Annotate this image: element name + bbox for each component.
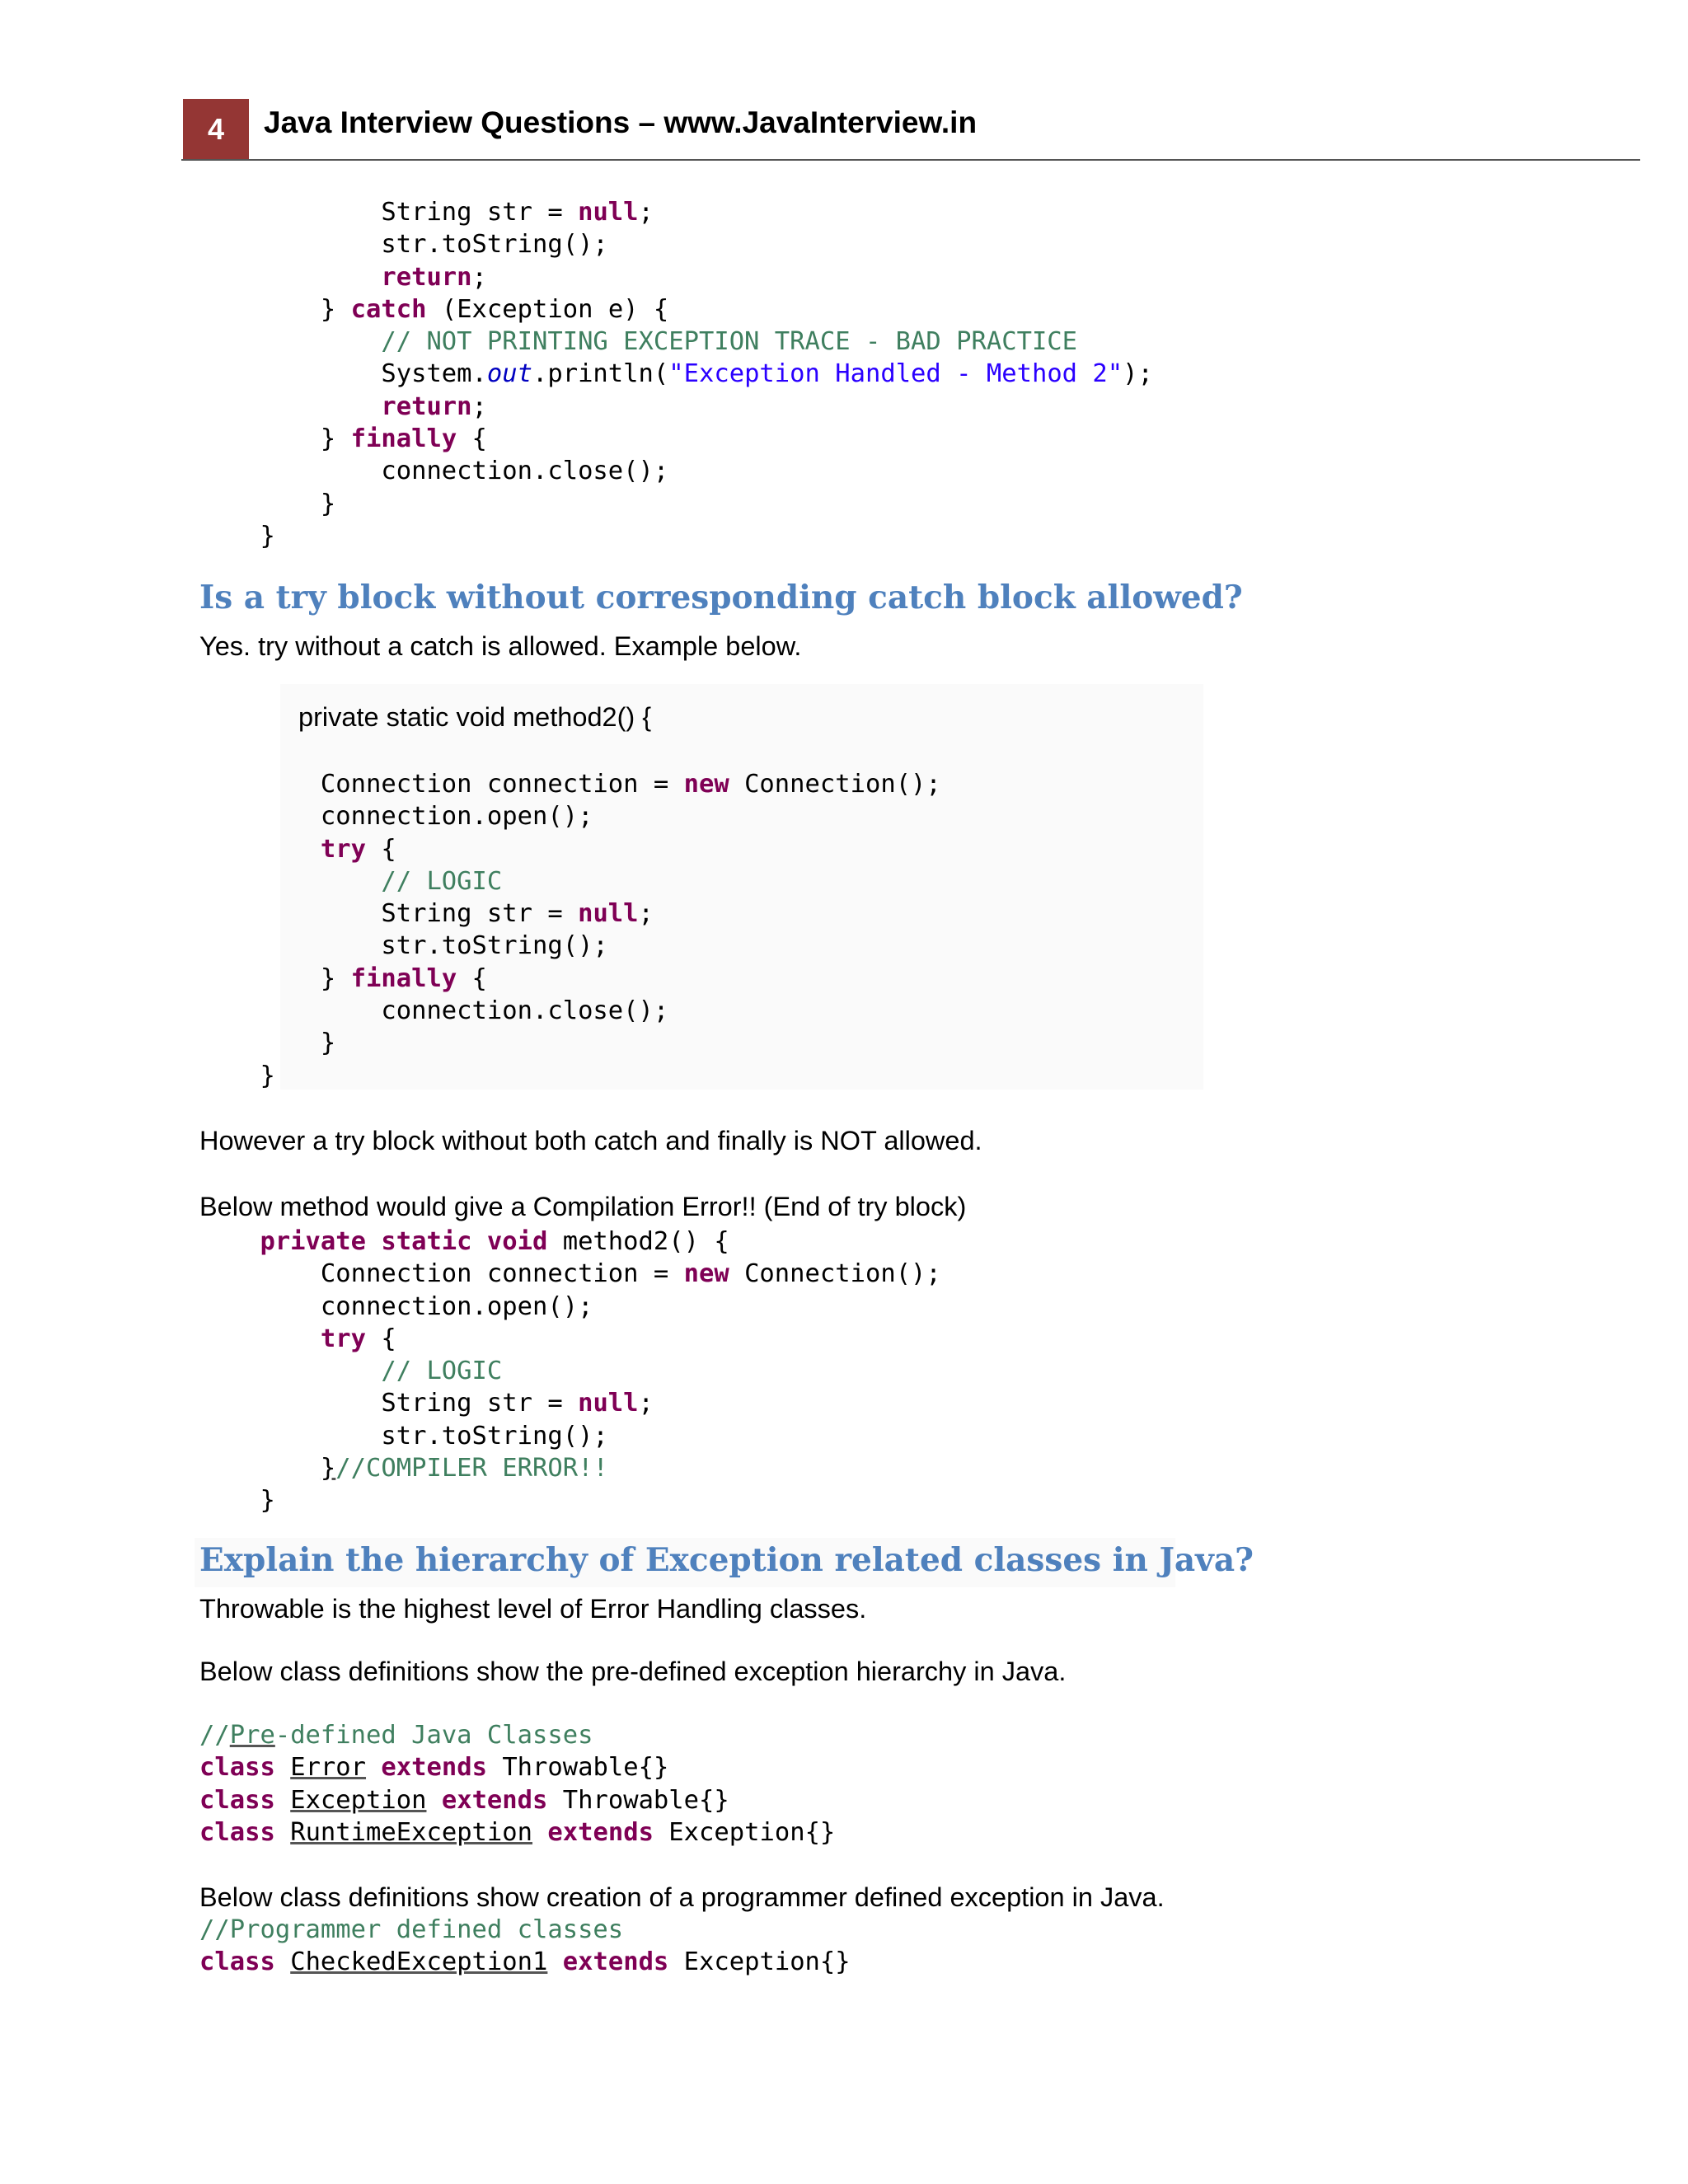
section-heading-exception-hierarchy: Explain the hierarchy of Exception related classes in Java? <box>199 1541 1254 1579</box>
code-line <box>199 488 1153 520</box>
code-token: class <box>199 1753 275 1783</box>
code-token: Throwable{} <box>486 1753 669 1783</box>
code-token: { <box>366 834 396 864</box>
code-line <box>199 293 1153 326</box>
code-token <box>199 1227 260 1256</box>
code-line <box>199 833 941 865</box>
code-token: } <box>199 489 336 518</box>
code-line <box>199 261 1153 293</box>
code-token <box>366 1753 381 1782</box>
code-token: } <box>199 424 351 454</box>
code-token <box>199 1357 381 1385</box>
code-token: //COMPILER ERROR!! <box>335 1454 608 1483</box>
code-line <box>199 1060 941 1092</box>
paragraph-programmer-defined: Below class definitions show creation of a programmer defined exception in Java. <box>199 1882 1165 1912</box>
header-title: Java Interview Questions – www.JavaInterview.in <box>264 105 978 139</box>
code-block-programmer-classes <box>199 1914 851 1979</box>
code-token <box>199 1324 321 1353</box>
code-line <box>199 228 1153 260</box>
code-line <box>199 963 941 995</box>
code-token: } <box>199 1061 275 1090</box>
code-line <box>199 865 941 898</box>
paragraph-predefined-hierarchy: Below class definitions show the pre-defined exception hierarchy in Java. <box>199 1657 1067 1686</box>
code-token: ; <box>638 198 654 227</box>
code-token: class <box>199 1785 275 1815</box>
code-block-try-finally <box>199 768 941 1092</box>
paragraph-throwable: Throwable is the highest level of Error Handling classes. <box>199 1594 867 1624</box>
code-token: ; <box>638 899 654 929</box>
code-token: } <box>199 963 351 993</box>
code-token: null <box>578 198 639 227</box>
code-token <box>275 1753 290 1782</box>
code-line <box>199 1355 941 1387</box>
code-token: extends <box>562 1947 669 1977</box>
code-token: catch <box>350 294 427 324</box>
code-line <box>199 995 941 1027</box>
code-token: (Exception e) { <box>426 294 669 324</box>
code-token: // NOT PRINTING EXCEPTION TRACE - BAD PRACTICE <box>381 327 1078 357</box>
code-line <box>199 1946 851 1978</box>
code-token: Exception{} <box>668 1947 851 1977</box>
code-line <box>199 1258 941 1290</box>
code-token: // <box>199 1721 230 1750</box>
code-line <box>199 1291 941 1323</box>
code-line <box>199 326 1153 358</box>
code-token: extends <box>381 1753 487 1783</box>
code-token: { <box>457 963 487 993</box>
code-line <box>199 898 941 930</box>
code-token: connection.open(); <box>199 802 593 832</box>
paragraph-try-without-catch-allowed: Yes. try without a catch is allowed. Example below. <box>199 631 802 661</box>
code-line <box>199 1914 851 1946</box>
code-token: -defined Java Classes <box>274 1721 593 1750</box>
code-token: // LOGIC <box>381 1357 503 1386</box>
code-token: private static void <box>260 1227 548 1256</box>
code-line <box>199 455 1153 487</box>
code-token: extends <box>547 1817 654 1847</box>
code-line <box>199 1784 835 1816</box>
code-line <box>199 1816 835 1849</box>
code-line <box>199 1323 941 1355</box>
code-token: ; <box>638 1389 654 1418</box>
code-line <box>199 1420 941 1452</box>
code-token: new <box>683 1259 729 1289</box>
code-token <box>275 1786 290 1815</box>
section-heading-try-without-catch: Is a try block without corresponding catch block allowed? <box>199 579 1243 616</box>
paragraph-compilation-error: Below method would give a Compilation Error!! (End of try block) <box>199 1192 967 1221</box>
method-signature: private static void method2() { <box>298 702 652 732</box>
code-token: Pre <box>229 1721 275 1750</box>
code-token: connection.open(); <box>199 1291 593 1321</box>
code-line <box>199 1387 941 1419</box>
code-token: finally <box>350 963 457 993</box>
code-block-top <box>199 196 1153 552</box>
code-token: String str = <box>199 198 579 227</box>
code-line <box>199 391 1153 423</box>
code-token: return <box>381 391 472 421</box>
code-token: } <box>199 294 351 324</box>
code-line <box>199 800 941 832</box>
code-line <box>199 1751 835 1783</box>
code-token: Exception{} <box>653 1817 836 1847</box>
code-token: } <box>199 521 275 551</box>
page-number: 4 <box>183 99 249 160</box>
code-token: { <box>366 1324 396 1353</box>
code-line <box>199 423 1153 455</box>
code-token: } <box>320 1454 336 1483</box>
code-token: "Exception Handled - Method 2" <box>668 359 1123 389</box>
code-line <box>199 358 1153 390</box>
code-token: // LOGIC <box>381 866 503 896</box>
code-line <box>199 768 941 800</box>
code-token: str.toString(); <box>199 230 608 260</box>
code-token: connection.close(); <box>199 457 669 486</box>
code-line <box>199 1719 835 1751</box>
code-token <box>275 1947 290 1976</box>
code-token: { <box>457 424 487 454</box>
code-line <box>199 1452 941 1484</box>
code-token: ); <box>1123 359 1153 389</box>
code-line <box>199 1226 941 1258</box>
code-token <box>199 327 381 356</box>
code-block-compiler-error <box>199 1226 941 1517</box>
code-token: Connection(); <box>729 1259 941 1289</box>
code-block-predefined-classes <box>199 1719 835 1849</box>
code-token <box>199 392 381 421</box>
code-token: str.toString(); <box>199 931 608 961</box>
code-token: RuntimeException <box>290 1817 533 1847</box>
code-token: ; <box>471 391 487 421</box>
header-divider <box>181 159 1640 161</box>
code-token <box>199 1454 321 1483</box>
code-line <box>199 520 1153 552</box>
code-token: return <box>381 262 472 292</box>
code-token: Throwable{} <box>547 1785 729 1815</box>
code-token <box>199 867 381 896</box>
code-line <box>199 196 1153 228</box>
code-token: null <box>578 899 639 929</box>
code-token: Connection(); <box>729 770 941 799</box>
code-token: method2() { <box>547 1227 729 1256</box>
code-token: connection.close(); <box>199 996 669 1026</box>
code-token: String str = <box>199 1389 579 1418</box>
code-token: str.toString(); <box>199 1421 608 1451</box>
code-token: System. <box>199 359 487 389</box>
code-token: } <box>199 1486 275 1516</box>
code-token <box>199 835 321 864</box>
code-line <box>199 1027 941 1059</box>
code-token <box>426 1786 441 1815</box>
code-token <box>275 1818 290 1847</box>
code-token: Connection connection = <box>199 1259 684 1289</box>
code-token: finally <box>350 424 457 454</box>
code-token: try <box>320 1324 366 1353</box>
code-token: Error <box>290 1753 367 1783</box>
code-token <box>199 263 381 292</box>
code-line <box>199 930 941 962</box>
code-token: class <box>199 1947 275 1977</box>
code-token: String str = <box>199 899 579 929</box>
code-token: new <box>683 770 729 799</box>
paragraph-however: However a try block without both catch and finally is NOT allowed. <box>199 1126 982 1155</box>
code-token: null <box>578 1389 639 1418</box>
code-token: //Programmer defined classes <box>199 1915 624 1944</box>
code-token: extends <box>441 1785 548 1815</box>
code-token <box>532 1818 547 1847</box>
code-token: Exception <box>290 1785 427 1815</box>
code-token: } <box>199 1029 336 1058</box>
code-token: .println( <box>532 359 669 389</box>
code-token: class <box>199 1817 275 1847</box>
code-token: out <box>486 359 532 389</box>
code-token: try <box>320 834 366 864</box>
code-line <box>199 1484 941 1516</box>
code-token: Connection connection = <box>199 770 684 799</box>
code-token: ; <box>471 262 487 292</box>
code-token <box>547 1947 562 1976</box>
code-token: CheckedException1 <box>290 1947 548 1977</box>
